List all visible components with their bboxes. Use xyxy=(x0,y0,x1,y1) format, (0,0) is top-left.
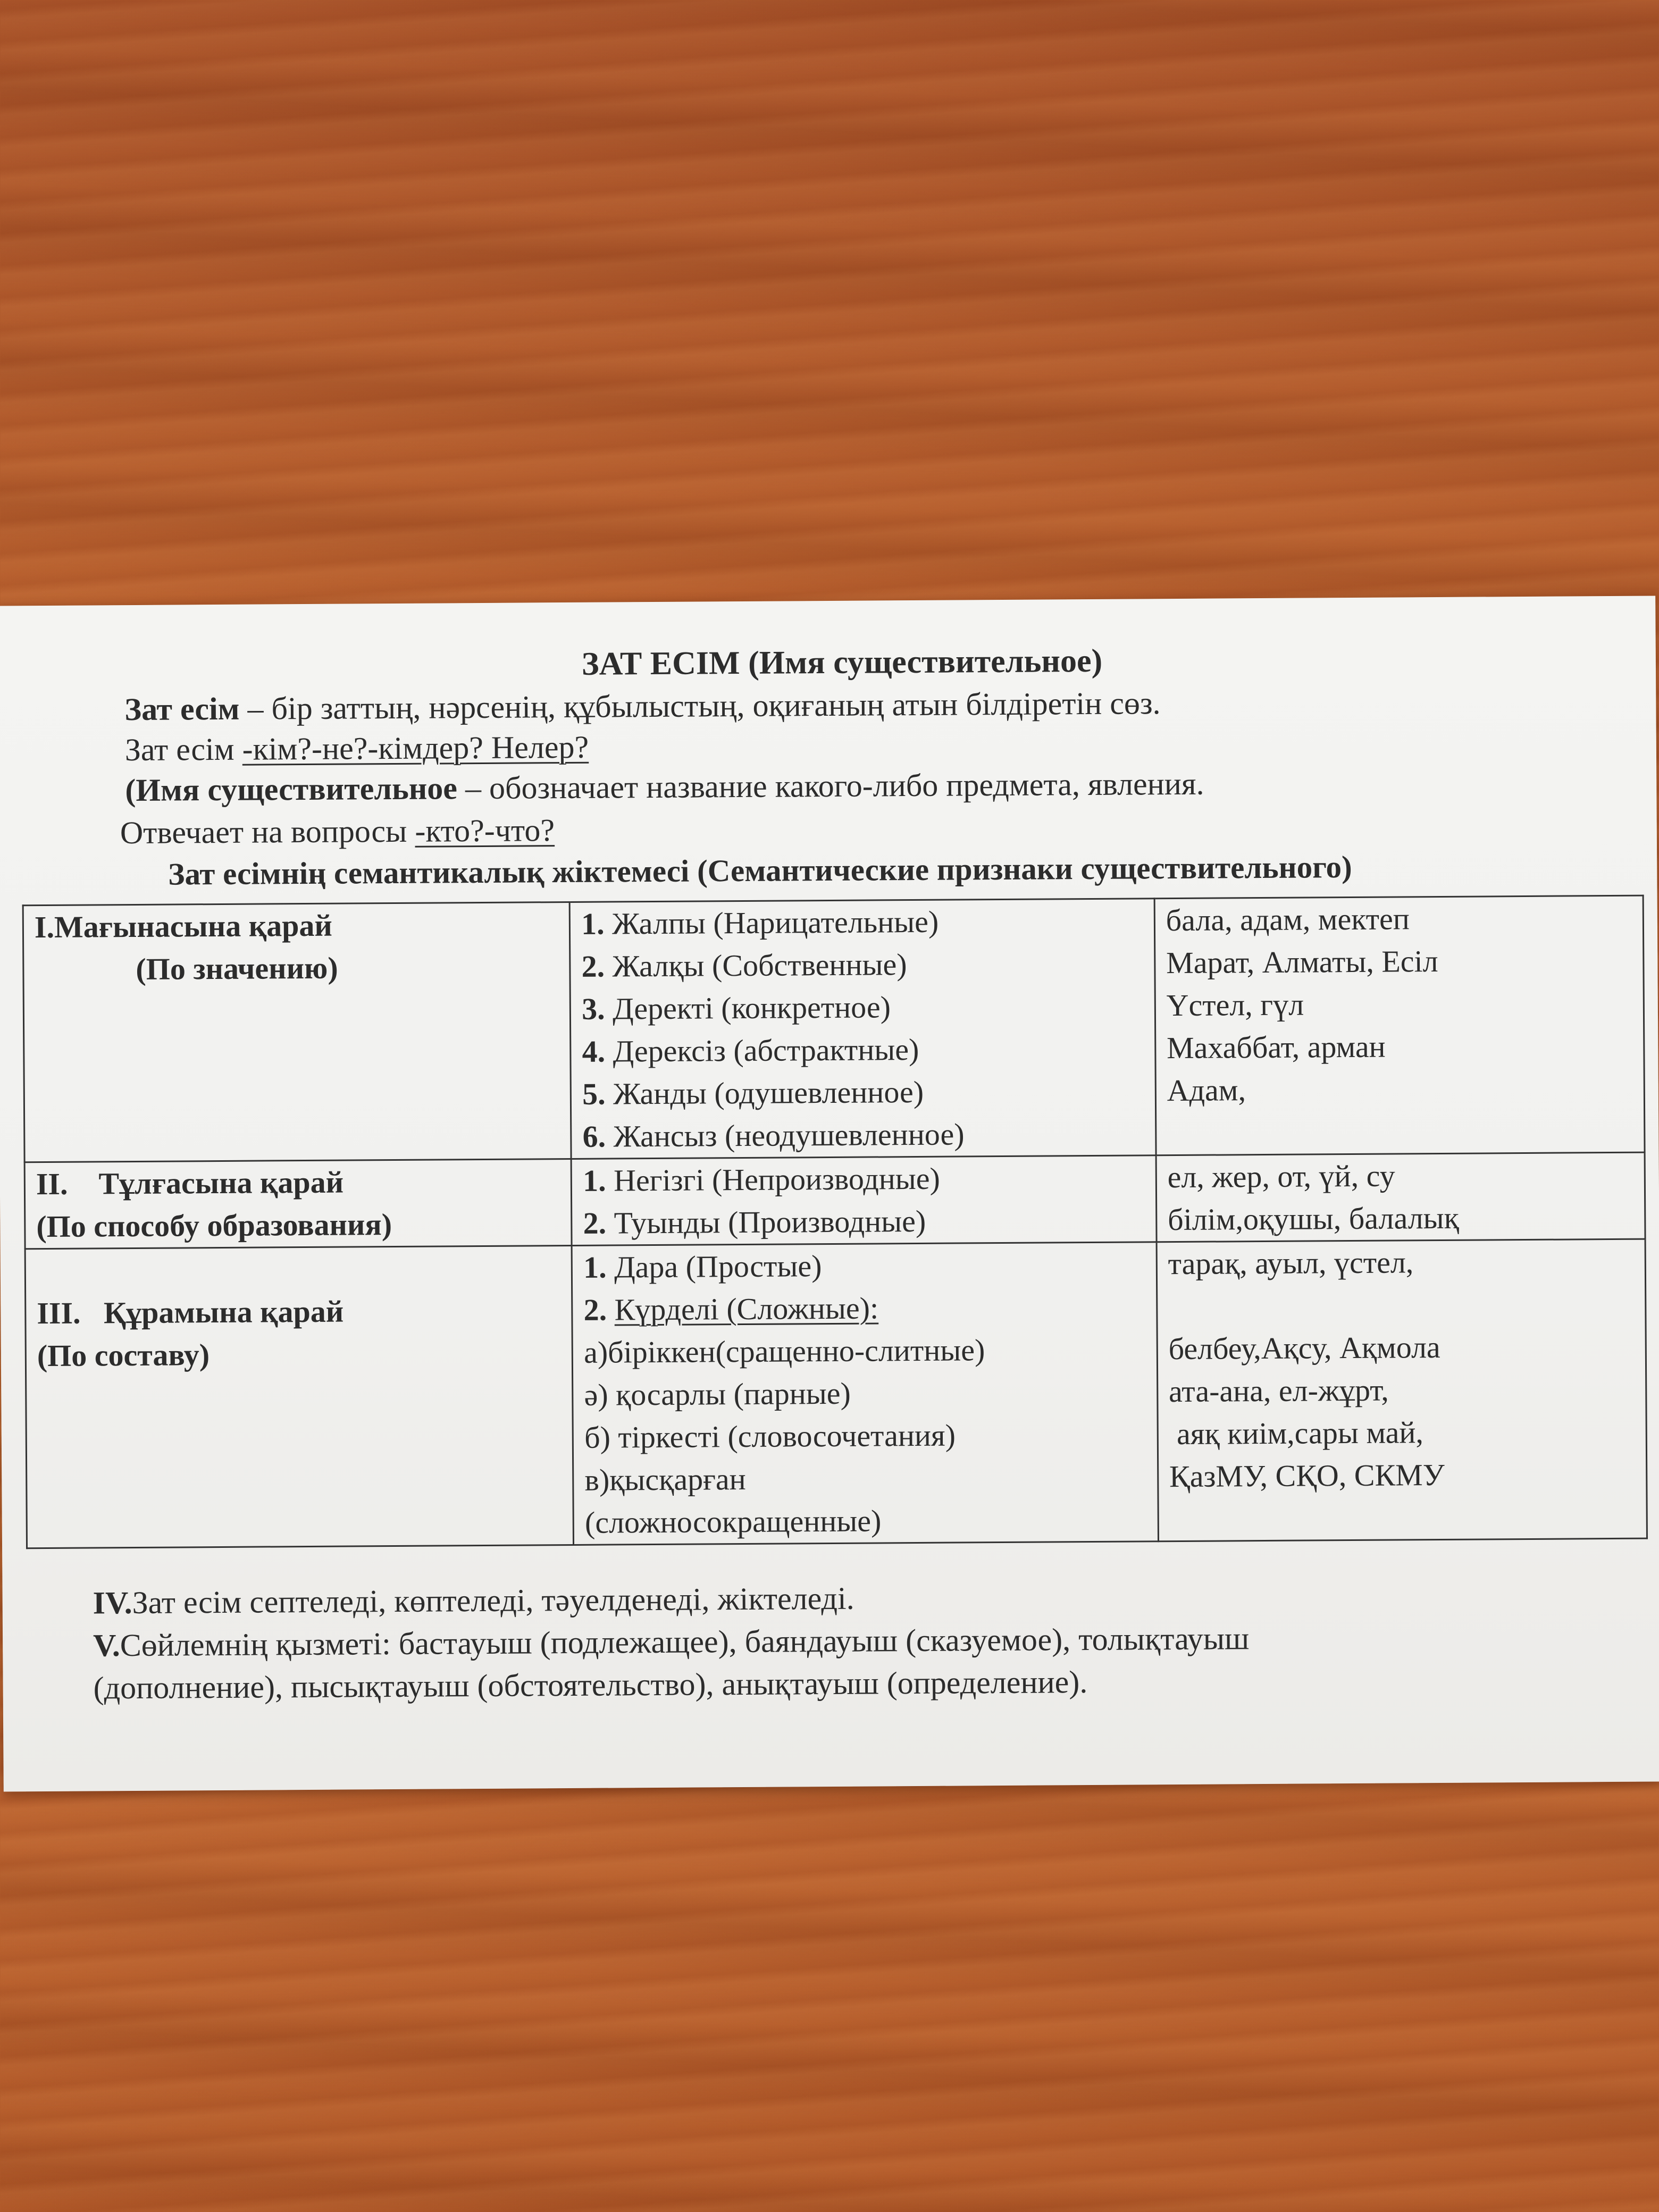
category-name: II. Тұлғасына қарай xyxy=(36,1164,344,1202)
category-name: I.Мағынасына қарай xyxy=(34,908,333,945)
type-item: 6. Жансыз (неодушевленное) xyxy=(582,1117,965,1154)
classification-table xyxy=(22,895,1648,1549)
example-item: Марат, Алматы, Есіл xyxy=(1166,944,1438,981)
types-cell xyxy=(571,1155,1156,1246)
questions-ru-prefix: Отвечает на вопросы xyxy=(120,813,415,851)
example-item: Үстел, гүл xyxy=(1166,987,1304,1023)
example-item: белбеу,Ақсу, Ақмола xyxy=(1168,1329,1440,1367)
note-four-roman: IV. xyxy=(93,1585,132,1621)
example-item: бала, адам, мектеп xyxy=(1166,901,1410,938)
table-row xyxy=(25,1239,1647,1548)
table-row xyxy=(24,1152,1645,1249)
table-row xyxy=(23,895,1645,1162)
type-item: 5. Жанды (одушевленное) xyxy=(582,1074,924,1111)
example-item: білім,оқушы, балалық xyxy=(1167,1200,1460,1237)
type-item: 3. Деректі (конкретное) xyxy=(581,990,891,1026)
example-item: ҚазМУ, СҚО, СКМУ xyxy=(1169,1457,1445,1494)
type-item: 1. Дара (Простые) xyxy=(583,1249,822,1285)
definition-kz-text: – бір заттың, нәрсенің, құбылыстың, оқиғаның атын білдіретін сөз. xyxy=(239,685,1161,726)
type-item: 4. Дерексіз (абстрактные) xyxy=(582,1032,919,1069)
example-item: ата-ана, ел-жұрт, xyxy=(1168,1372,1389,1409)
paper-sheet xyxy=(0,596,1659,1791)
category-name-ru: (По способу образования) xyxy=(36,1207,392,1244)
example-spacer xyxy=(1168,1283,1635,1328)
category-cell xyxy=(25,1245,574,1548)
definition-ru xyxy=(125,765,1204,809)
example-item: Махаббат, арман xyxy=(1166,1029,1386,1066)
page-title xyxy=(582,642,1103,683)
example-item: аяқ киім,сары май, xyxy=(1169,1415,1424,1452)
type-item: 2. Күрделі (Сложные): xyxy=(583,1291,879,1327)
examples-cell xyxy=(1157,1239,1647,1541)
definition-ru-text: – обозначает название какого-либо предмета, явления. xyxy=(457,766,1204,806)
type-item: ә) қосарлы (парные) xyxy=(584,1376,851,1412)
questions-kz-prefix: Зат есім xyxy=(124,731,242,768)
note-five xyxy=(93,1619,1250,1664)
definition-ru-term: Имя существительное xyxy=(136,770,458,808)
note-five-line1: Сөйлемнің қызметі: бастауыш (подлежащее), баяндауыш (сказуемое), толықтауыш xyxy=(120,1621,1250,1663)
category-cell xyxy=(23,902,571,1162)
type-item: 1. Негізгі (Непроизводные) xyxy=(582,1161,940,1198)
definition-kz xyxy=(124,684,1161,728)
note-five-continued: (дополнение), пысықтауыш (обстоятельство), анықтауыш (определение). xyxy=(93,1664,1088,1706)
note-four-text: Зат есім септеледі, көптеледі, тәуелденеді, жіктеледі. xyxy=(132,1580,854,1621)
category-name-ru: (По значению) xyxy=(136,950,338,986)
questions-ru xyxy=(120,811,555,852)
category-name-ru: (По составу) xyxy=(37,1337,210,1373)
table-caption: Зат есімнің семантикалық жіктемесі (Семантические признаки существительного) xyxy=(168,849,1352,892)
type-item: 2. Туынды (Производные) xyxy=(583,1203,926,1241)
type-item: 2. Жалқы (Собственные) xyxy=(581,947,907,984)
type-item: в)қысқарған xyxy=(584,1461,746,1497)
note-four xyxy=(93,1579,854,1622)
types-cell xyxy=(572,1242,1158,1545)
questions-kz xyxy=(125,728,589,769)
type-item: (сложносокращенные) xyxy=(584,1503,882,1540)
type-item: 1. Жалпы (Нарицательные) xyxy=(581,904,939,941)
definition-kz-term: Зат есім xyxy=(124,691,240,727)
category-name: III. Құрамына қарай xyxy=(37,1294,344,1331)
example-item: Адам, xyxy=(1167,1073,1246,1108)
example-item: ел, жер, от, үй, су xyxy=(1167,1158,1395,1195)
type-item: б) тіркесті (словосочетания) xyxy=(584,1418,956,1455)
category-cell xyxy=(24,1159,572,1249)
examples-cell xyxy=(1156,1152,1645,1242)
note-five-roman: V. xyxy=(93,1628,120,1663)
questions-ru-list: -кто?-что? xyxy=(415,812,555,849)
questions-kz-list: -кім?-не?-кімдер? Нелер? xyxy=(242,729,589,767)
types-cell xyxy=(569,899,1155,1159)
title-ru: (Имя существительное) xyxy=(748,642,1103,681)
title-kz: ЗАТ ЕСІМ xyxy=(581,645,740,682)
type-item: а)біріккен(сращенно-слитные) xyxy=(583,1333,985,1370)
definition-ru-open: ( xyxy=(125,772,136,808)
example-item: тарақ, ауыл, үстел, xyxy=(1168,1245,1414,1281)
examples-cell xyxy=(1154,895,1645,1155)
